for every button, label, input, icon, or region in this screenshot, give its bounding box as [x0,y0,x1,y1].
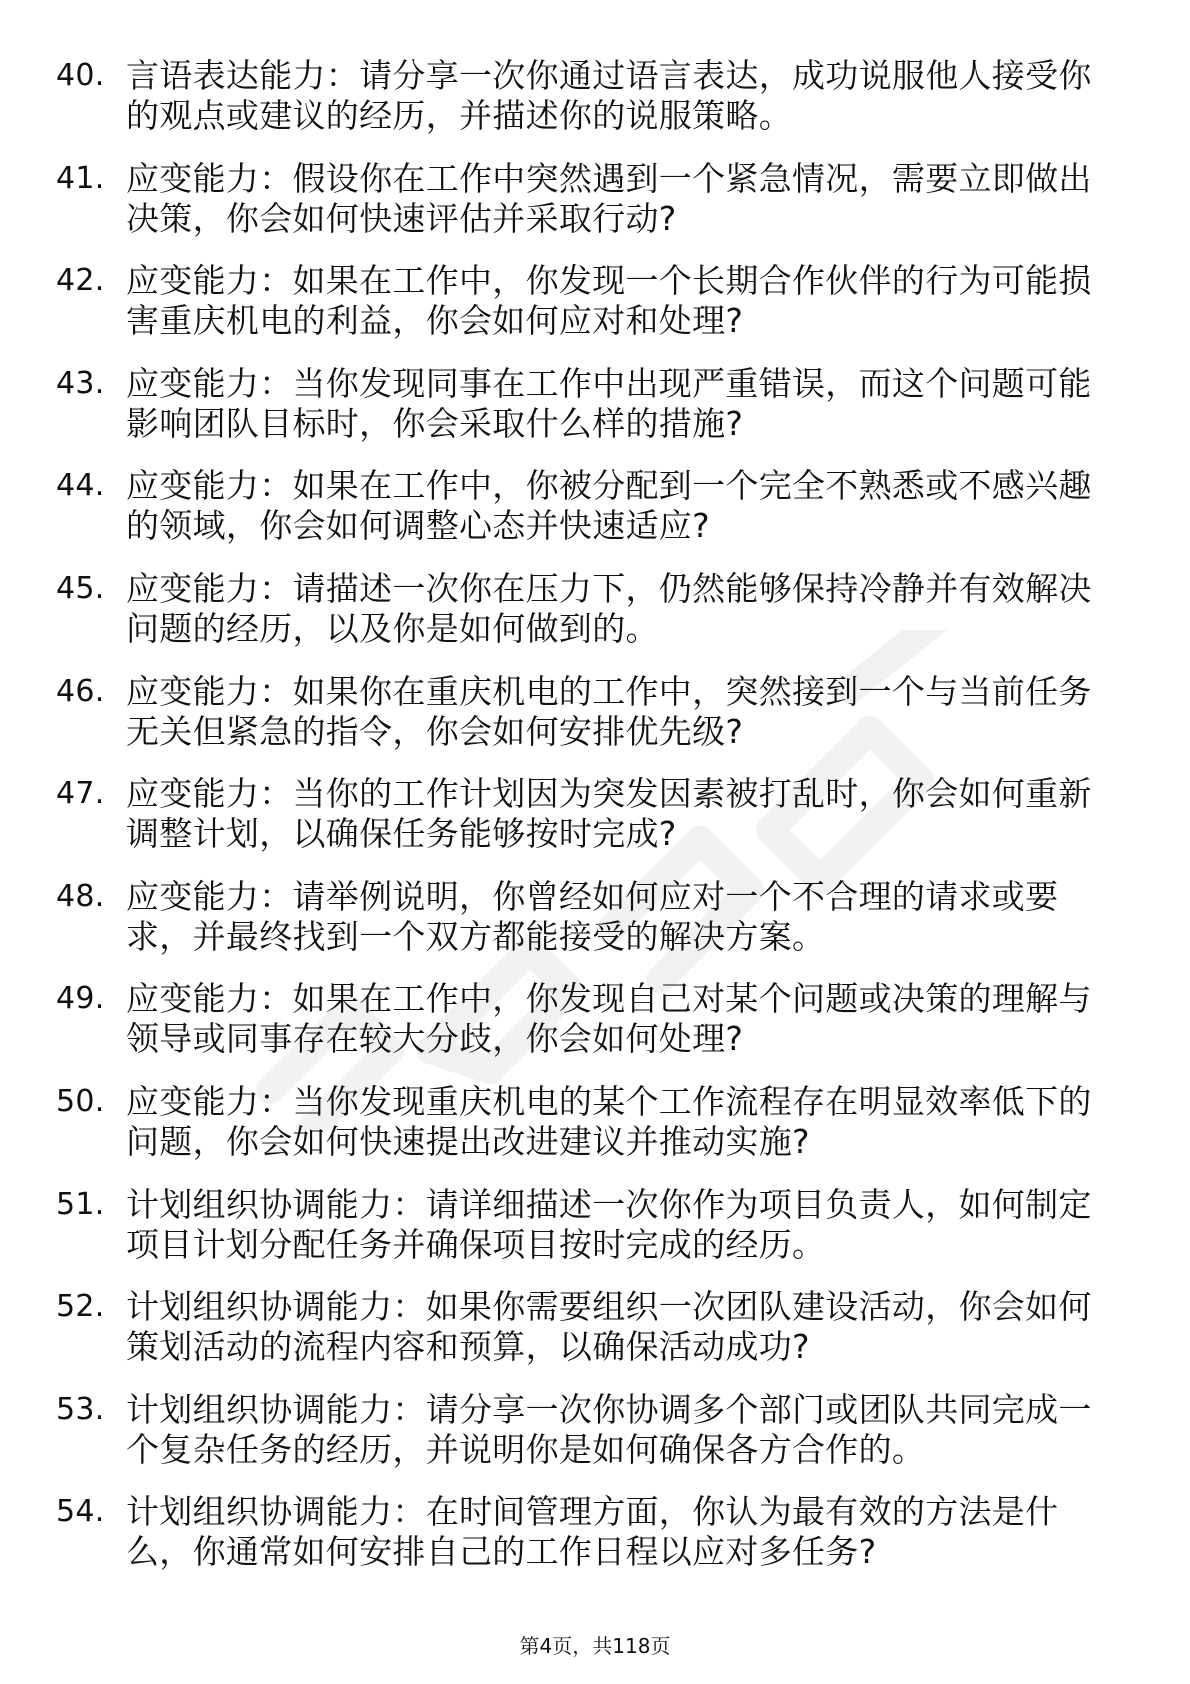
list-item [56,979,1116,1059]
question-text: 应变能力：当你的工作计划因为突发因素被打乱时，你会如何重新调整计划，以确保任务能够按时完成? [126,774,1092,854]
list-item [56,774,1116,854]
list-item [56,1185,1116,1265]
question-number: 44. [56,468,105,504]
list-item [56,1390,1116,1470]
question-text: 应变能力：如果你在重庆机电的工作中，突然接到一个与当前任务无关但紧急的指令，你会如何安排优先级? [126,671,1092,751]
question-text: 应变能力：请描述一次你在压力下，仍然能够保持冷静并有效解决问题的经历，以及你是如何做到的。 [126,568,1092,648]
list-item [56,159,1116,239]
question-text: 应变能力：当你发现重庆机电的某个工作流程存在明显效率低下的问题，你会如何快速提出改进建议并推动实施? [126,1081,1092,1161]
question-text: 应变能力：如果在工作中，你发现一个长期合作伙伴的行为可能损害重庆机电的利益，你会如何应对和处理? [126,261,1092,341]
list-item [56,466,1116,546]
question-number: 49. [56,981,105,1017]
list-item [56,364,1116,444]
question-text: 应变能力：如果在工作中，你发现自己对某个问题或决策的理解与领导或同事存在较大分歧，你会如何处理? [126,979,1092,1059]
list-item [56,672,1116,752]
question-number: 52. [56,1289,105,1325]
question-number: 48. [56,878,105,914]
question-text: 言语表达能力：请分享一次你通过语言表达，成功说服他人接受你的观点或建议的经历，并描述你的说服策略。 [126,56,1092,135]
question-number: 45. [56,570,105,606]
list-item [56,569,1116,649]
question-text: 应变能力：如果在工作中，你被分配到一个完全不熟悉或不感兴趣的领域，你会如何调整心态并快速适应? [126,466,1092,546]
question-list [56,56,1116,1595]
question-text: 计划组织协调能力：在时间管理方面，你认为最有效的方法是什么，你通常如何安排自己的工作日程以应对多任务? [126,1492,1059,1572]
list-item [56,1492,1116,1572]
question-text: 应变能力：假设你在工作中突然遇到一个紧急情况，需要立即做出决策，你会如何快速评估并采取行动? [126,158,1092,238]
question-text: 应变能力：请举例说明，你曾经如何应对一个不合理的请求或要求，并最终找到一个双方都能接受的解决方案。 [126,876,1059,956]
question-text: 计划组织协调能力：请分享一次你协调多个部门或团队共同完成一个复杂任务的经历，并说明你是如何确保各方合作的。 [126,1389,1092,1469]
question-number: 54. [56,1494,105,1530]
question-number: 41. [56,160,105,196]
question-number: 46. [56,673,105,709]
question-number: 43. [56,365,105,401]
list-item [56,877,1116,957]
question-text: 应变能力：当你发现同事在工作中出现严重错误，而这个问题可能影响团队目标时，你会采取什么样的措施? [126,363,1092,443]
page-footer: 第4页，共118页 [519,1634,671,1658]
question-number: 42. [56,263,105,299]
question-number: 53. [56,1391,105,1427]
question-text: 计划组织协调能力：请详细描述一次你作为项目负责人，如何制定项目计划分配任务并确保项目按时完成的经历。 [126,1184,1092,1264]
list-item [56,1082,1116,1162]
question-text: 计划组织协调能力：如果你需要组织一次团队建设活动，你会如何策划活动的流程内容和预算，以确保活动成功? [126,1287,1092,1367]
question-number: 50. [56,1083,105,1119]
question-number: 40. [56,58,105,93]
list-item [56,56,1116,136]
list-item [56,261,1116,341]
list-item [56,1287,1116,1367]
question-number: 47. [56,776,105,812]
question-number: 51. [56,1186,105,1222]
